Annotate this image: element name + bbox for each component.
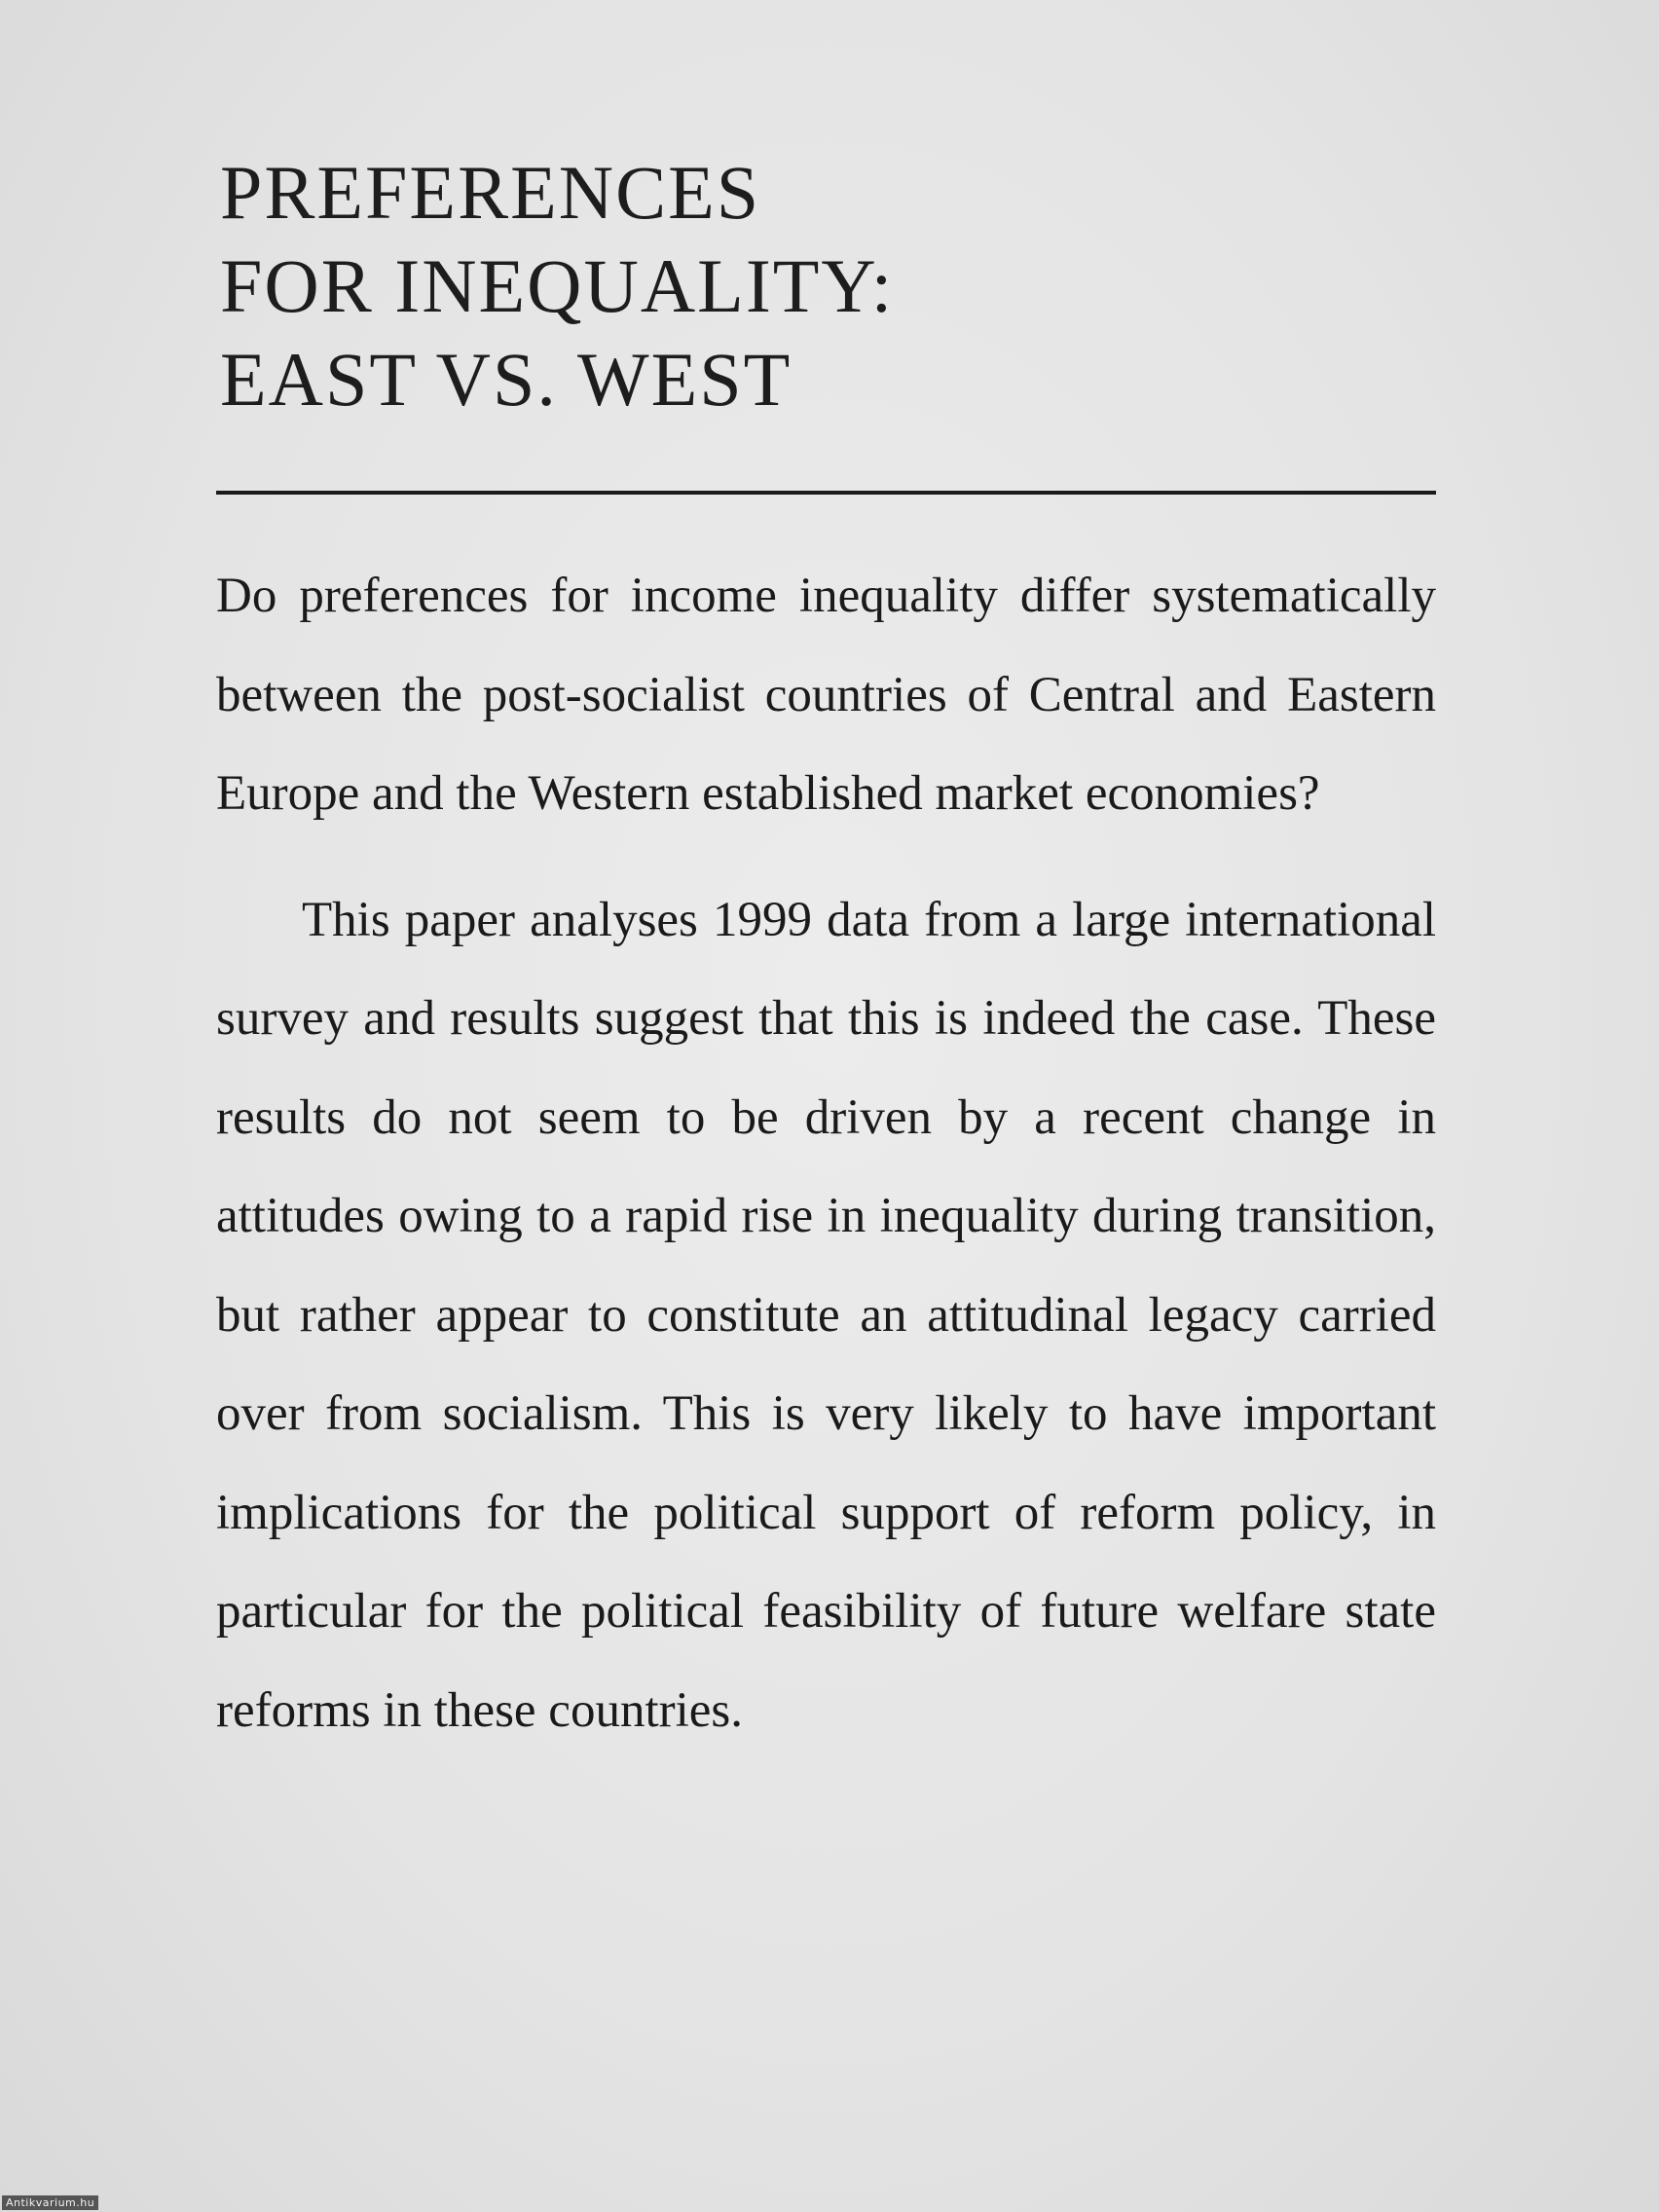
page-title xyxy=(220,146,1388,426)
title-line-1: PREFERENCES xyxy=(220,150,761,235)
title-divider xyxy=(216,491,1436,495)
paragraph-2: This paper analyses 1999 data from a large international survey and results suggest that this is indeed the case. These results do not seem to be driven by a recent change in attitudes owing to a rapid rise in inequality during transition, but rather appear to constitute an attitudinal legacy carried over from socialism. This is very likely to have important implications for the political support of reform policy, in particular for the political feasibility of future welfare state reforms in these countries. xyxy=(216,892,1436,1738)
title-line-3: EAST VS. WEST xyxy=(220,337,793,422)
abstract-text xyxy=(216,547,1436,1760)
paragraph-1: Do preferences for income inequality differ systematically between the post-socialist countries of Central and Eastern Europe and the Western established market economies? xyxy=(216,569,1436,821)
title-line-2: FOR INEQUALITY: xyxy=(220,243,895,328)
watermark: Antikvarium.hu xyxy=(2,2195,98,2210)
